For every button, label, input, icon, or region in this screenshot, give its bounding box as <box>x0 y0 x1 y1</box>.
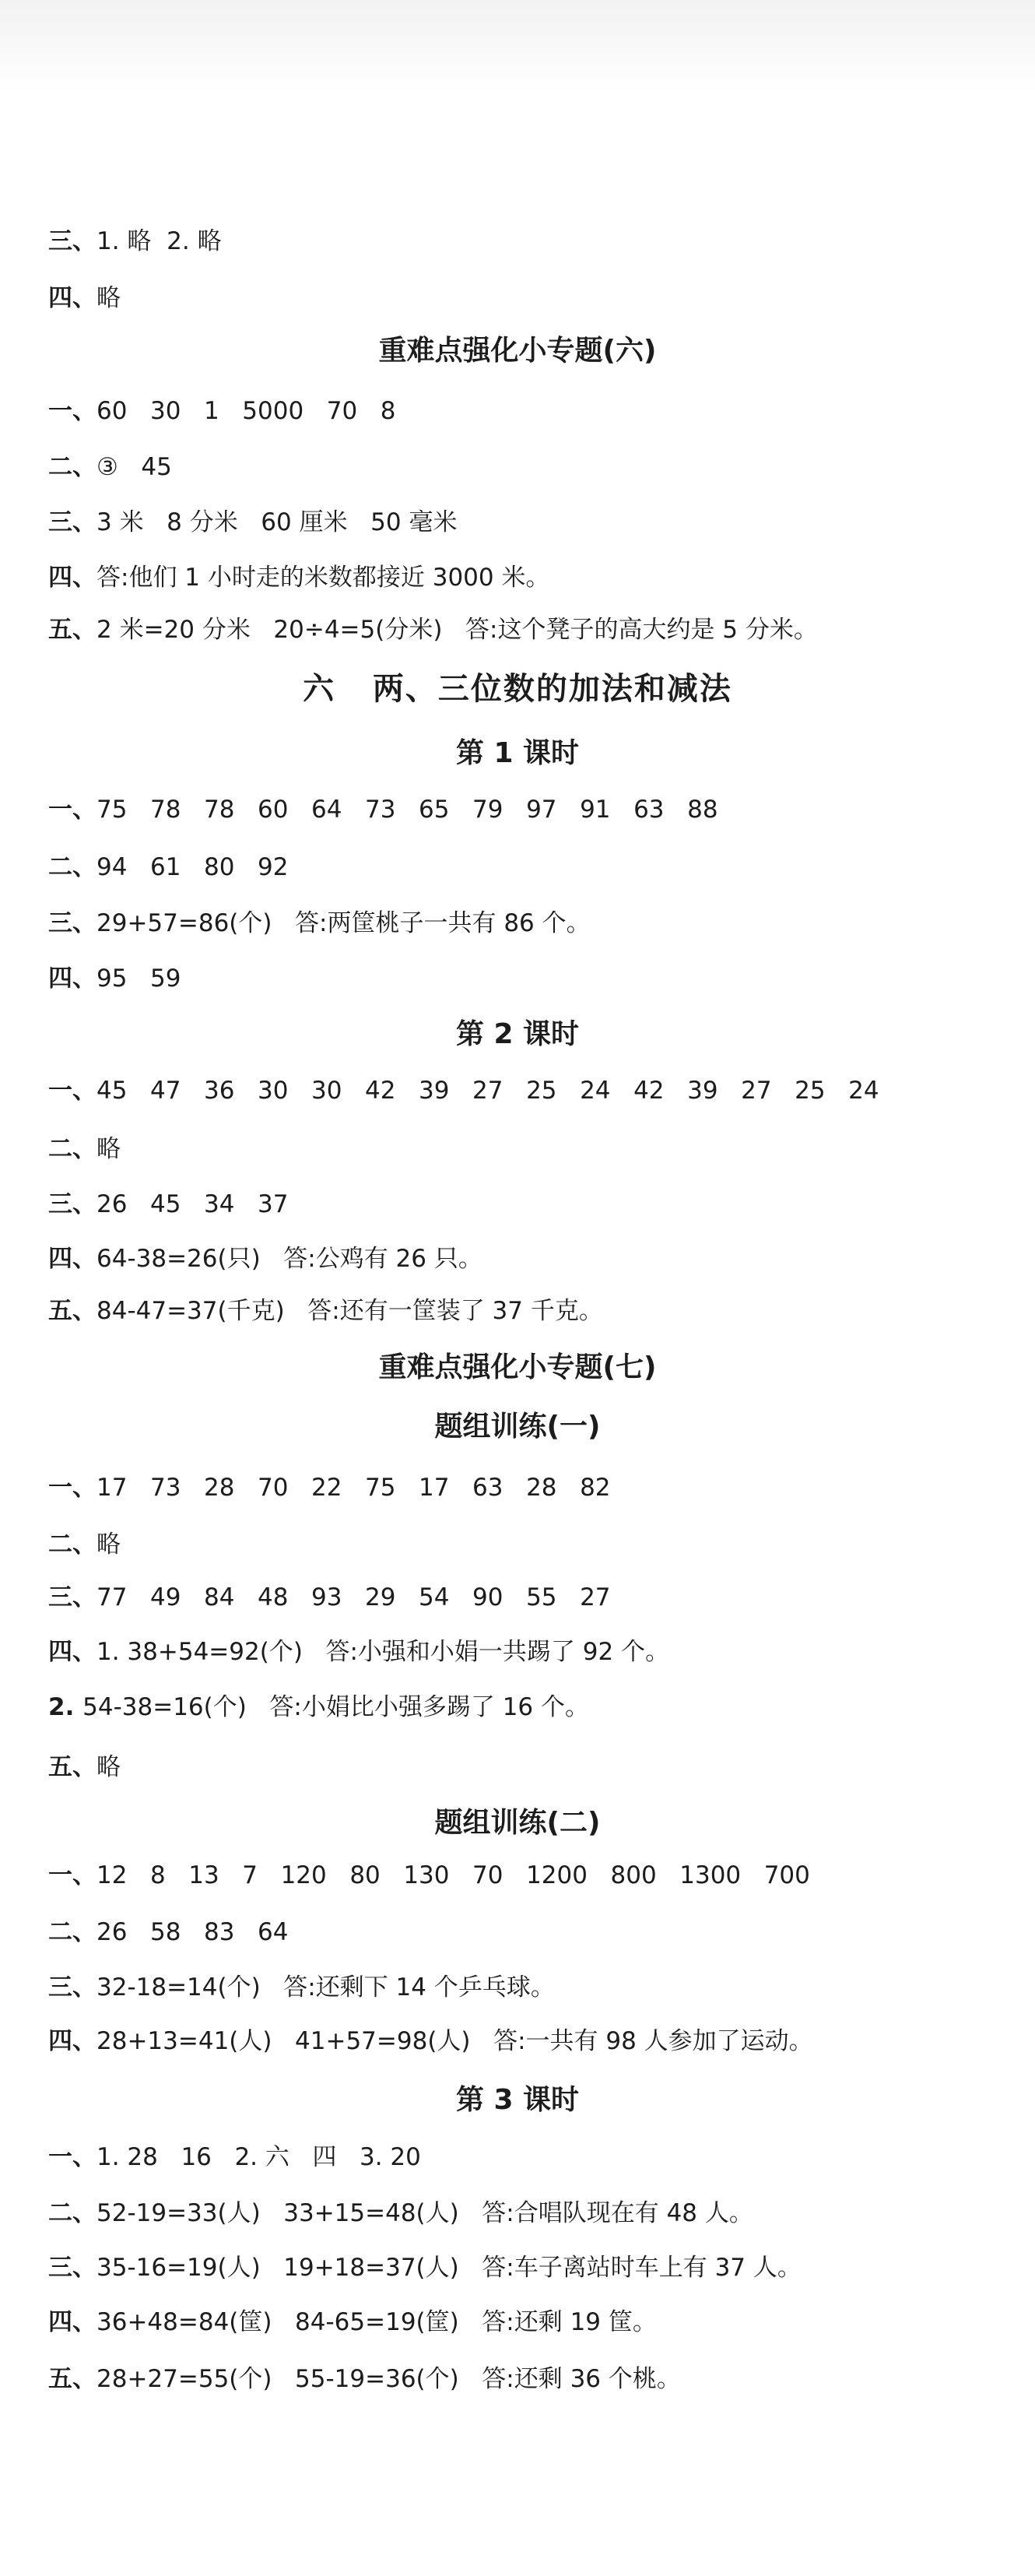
answer-line <box>48 2198 753 2229</box>
section-heading: 重难点强化小专题(六) <box>378 335 657 367</box>
chapter-heading: 六 两、三位数的加法和减法 <box>303 671 732 707</box>
item-number: 四、 <box>48 284 96 312</box>
answer-text: 36+48=84(筐) 84-65=19(筐) 答:还剩 19 筐。 <box>96 2308 657 2336</box>
answer-text: 答:他们 1 小时走的米数都接近 3000 米。 <box>96 564 550 592</box>
item-number: 三、 <box>48 909 96 937</box>
answer-text: 1. 38+54=92(个) 答:小强和小娟一共踢了 92 个。 <box>96 1638 670 1666</box>
answer-text: 29+57=86(个) 答:两筐桃子一共有 86 个。 <box>96 909 591 937</box>
item-number: 四、 <box>48 1638 96 1666</box>
answer-line <box>48 1472 611 1503</box>
answer-line <box>48 1692 589 1723</box>
answer-line <box>48 452 172 483</box>
answer-text: 28+27=55(个) 55-19=36(个) 答:还剩 36 个桃。 <box>96 2365 681 2393</box>
answer-line <box>48 2026 813 2057</box>
lesson-heading: 第 2 课时 <box>455 1018 580 1050</box>
item-number: 三、 <box>48 1973 96 2001</box>
answer-line <box>48 852 288 883</box>
answer-line <box>48 614 818 645</box>
item-number: 一、 <box>48 1077 96 1105</box>
item-number: 四、 <box>48 965 96 993</box>
answer-line <box>48 2142 421 2173</box>
answer-line <box>48 1529 121 1560</box>
answer-line <box>48 283 121 314</box>
item-number: 二、 <box>48 1918 96 1946</box>
answer-line <box>48 1582 611 1613</box>
item-number: 一、 <box>48 1474 96 1502</box>
answer-text: 略 <box>96 1530 121 1559</box>
answer-text: 2 米=20 分米 20÷4=5(分米) 答:这个凳子的高大约是 5 分米。 <box>96 616 818 644</box>
item-number: 一、 <box>48 796 96 824</box>
answer-text: 94 61 80 92 <box>96 853 289 881</box>
item-number: 四、 <box>48 2308 96 2336</box>
item-number: 四、 <box>48 564 96 592</box>
answer-text: 略 <box>96 1135 121 1163</box>
answer-line <box>48 963 181 994</box>
exercise-group-heading: 题组训练(二) <box>434 1807 601 1839</box>
answer-line <box>48 794 718 825</box>
item-number: 三、 <box>48 1190 96 1218</box>
answer-line <box>48 2252 802 2283</box>
answer-line <box>48 2363 681 2395</box>
answer-text: 3 米 8 分米 60 厘米 50 毫米 <box>96 508 458 536</box>
answer-text: 略 <box>96 1753 121 1781</box>
answer-line <box>48 1189 288 1220</box>
item-number: 三、 <box>48 2254 96 2282</box>
answer-text: 26 45 34 37 <box>96 1190 289 1218</box>
item-number: 五、 <box>48 1297 96 1325</box>
item-number: 三、 <box>48 508 96 536</box>
answer-text: 1. 28 16 2. 六 四 3. 20 <box>96 2143 421 2171</box>
section-heading: 重难点强化小专题(七) <box>378 1351 657 1383</box>
item-number: 一、 <box>48 397 96 425</box>
exercise-group-heading: 题组训练(一) <box>434 1411 601 1443</box>
answer-line <box>48 1860 810 1891</box>
answer-text: 1. 略 2. 略 <box>96 227 222 255</box>
answer-text: 12 8 13 7 120 80 130 70 1200 800 1300 700 <box>96 1861 810 1889</box>
answer-text: 84-47=37(千克) 答:还有一筐装了 37 千克。 <box>96 1297 603 1325</box>
answer-text: 77 49 84 48 93 29 54 90 55 27 <box>96 1583 611 1611</box>
item-number: 一、 <box>48 2143 96 2171</box>
item-number: 三、 <box>48 1583 96 1611</box>
answer-text: 28+13=41(人) 41+57=98(人) 答:一共有 98 人参加了运动。 <box>96 2027 813 2055</box>
item-number: 二、 <box>48 853 96 881</box>
answer-text: 35-16=19(人) 19+18=37(人) 答:车子离站时车上有 37 人。 <box>96 2254 802 2282</box>
item-number: 二、 <box>48 1135 96 1163</box>
item-number: 四、 <box>48 2027 96 2055</box>
item-number: 五、 <box>48 616 96 644</box>
item-number: 二、 <box>48 1530 96 1559</box>
answer-line <box>48 226 222 257</box>
item-number: 2. <box>48 1693 83 1721</box>
answer-text: 52-19=33(人) 33+15=48(人) 答:合唱队现在有 48 人。 <box>96 2199 753 2227</box>
answer-line <box>48 1752 121 1783</box>
answer-text: 17 73 28 70 22 75 17 63 28 82 <box>96 1474 611 1502</box>
answer-line <box>48 1243 482 1274</box>
answer-line <box>48 395 396 427</box>
answer-line <box>48 908 591 939</box>
answer-text: 45 47 36 30 30 42 39 27 25 24 42 39 27 25 24 <box>96 1077 879 1105</box>
answer-text: 54-38=16(个) 答:小娟比小强多踢了 16 个。 <box>82 1693 589 1721</box>
answer-line <box>48 2307 657 2338</box>
answer-text: 26 58 83 64 <box>96 1918 289 1946</box>
answer-line <box>48 1133 121 1165</box>
answer-line <box>48 1972 555 2003</box>
answer-text: 64-38=26(只) 答:公鸡有 26 只。 <box>96 1245 482 1273</box>
lesson-heading: 第 3 课时 <box>455 2084 580 2116</box>
answer-text: ③ 45 <box>96 453 172 481</box>
answer-line <box>48 507 457 538</box>
answer-text: 75 78 78 60 64 73 65 79 97 91 63 88 <box>96 796 718 824</box>
item-number: 三、 <box>48 227 96 255</box>
item-number: 五、 <box>48 1753 96 1781</box>
answer-line <box>48 1075 879 1106</box>
answer-text: 32-18=14(个) 答:还剩下 14 个乒乓球。 <box>96 1973 555 2001</box>
answer-line <box>48 1636 669 1668</box>
scan-top-shading <box>0 0 1035 93</box>
item-number: 五、 <box>48 2365 96 2393</box>
answer-text: 95 59 <box>96 965 181 993</box>
answer-text: 60 30 1 5000 70 8 <box>96 397 396 425</box>
item-number: 一、 <box>48 1861 96 1889</box>
answer-line <box>48 562 549 593</box>
answer-line <box>48 1295 603 1327</box>
answer-line <box>48 1917 288 1948</box>
item-number: 四、 <box>48 1245 96 1273</box>
item-number: 二、 <box>48 453 96 481</box>
lesson-heading: 第 1 课时 <box>455 737 580 769</box>
item-number: 二、 <box>48 2199 96 2227</box>
answer-text: 略 <box>96 284 121 312</box>
